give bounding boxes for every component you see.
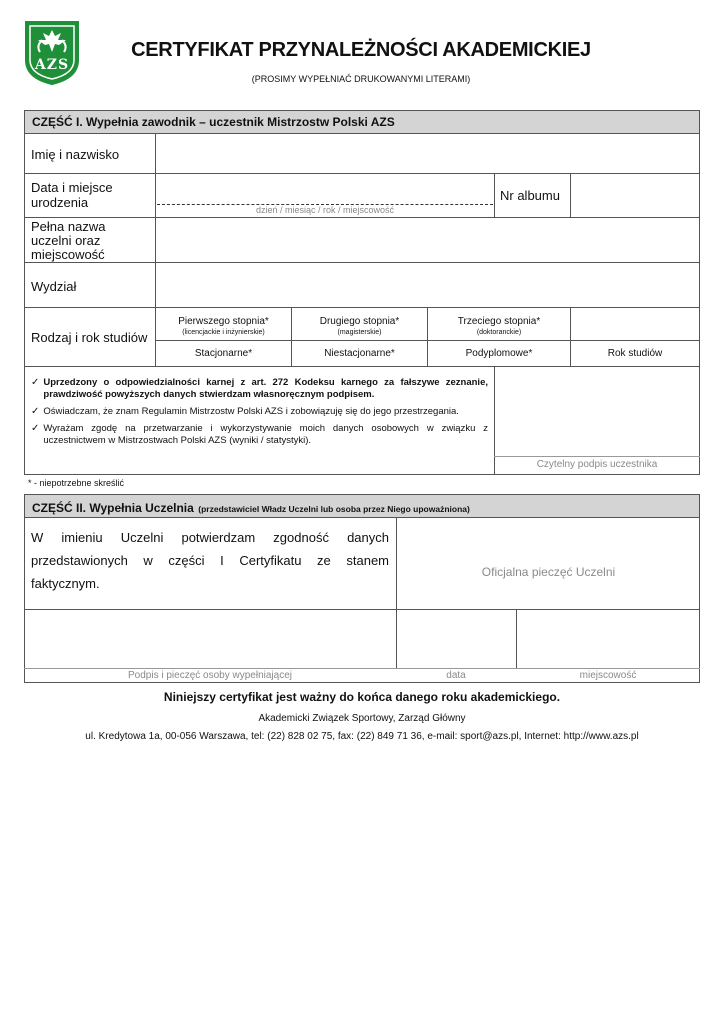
univ-label-line3: miejscowość xyxy=(31,247,105,262)
degree-second-note: (magisterskie) xyxy=(337,329,382,336)
eagle-shield-icon xyxy=(24,20,80,86)
validity-note: Niniejszy certyfikat jest ważny do końca danego roku akademickiego. xyxy=(163,690,561,704)
check-icon: ✓ xyxy=(31,423,40,434)
stamp-area-label: Oficjalna pieczęć Uczelni xyxy=(481,565,616,579)
album-field[interactable] xyxy=(571,174,699,216)
univ-label-line1: Pełna nazwa xyxy=(31,219,106,234)
azs-logo xyxy=(24,20,80,86)
place-label: miejscowość xyxy=(579,670,637,681)
mode-parttime-option[interactable]: Niestacjonarne* xyxy=(324,348,395,359)
official-signature-label: Podpis i pieczęć osoby wypełniającej xyxy=(128,670,292,681)
degree-first-name: Pierwszego stopnia* xyxy=(178,316,269,327)
logo-text: AZS xyxy=(34,57,70,73)
degree-first-option[interactable] xyxy=(156,308,291,340)
univ-label-line2: uczelni oraz xyxy=(31,233,101,248)
birth-field[interactable] xyxy=(156,174,494,203)
university-statement: W imieniu Uczelni potwierdzam zgodność danych przedstawionych w części I Certyfikatu ze stanem faktycznym. xyxy=(31,530,389,591)
study-label: Rodzaj i rok studiów xyxy=(31,330,148,345)
footnote: * - niepotrzebne skreślić xyxy=(28,478,125,488)
check-icon: ✓ xyxy=(31,406,40,417)
degree-third-option[interactable] xyxy=(428,308,570,340)
degree-first-note: (licencjackie i inżynierskie) xyxy=(182,329,265,336)
declaration-text: Oświadczam, że znam Regulamin Mistrzostw Polski AZS i zobowiązuję się do jego przestrzegania. xyxy=(43,406,459,417)
birth-label-line2: urodzenia xyxy=(31,195,89,210)
check-icon: ✓ xyxy=(31,377,40,388)
degree-second-option[interactable] xyxy=(292,308,427,340)
name-field[interactable] xyxy=(156,135,699,172)
declaration-text: Uprzedzony o odpowiedzialności karnej z art. 272 Kodeksu karnego za fałszywe zeznanie, prawdziwość powyższych danych stwierdzam własnoręcznym podpisem. xyxy=(43,377,488,400)
declaration-text: Wyrażam zgodę na przetwarzanie i wykorzystywanie moich danych osobowych w związku z uczestnictwem w Mistrzostwach Polski AZS (wyniki / statystyki). xyxy=(43,423,488,446)
name-label: Imię i nazwisko xyxy=(31,147,120,162)
part1-heading xyxy=(25,111,699,134)
part2-heading xyxy=(25,495,699,518)
album-label: Nr albumu xyxy=(500,188,560,203)
part1-heading-text: CZĘŚĆ I. Wypełnia zawodnik – uczestnik Mistrzostw Polski AZS xyxy=(32,115,395,129)
declaration-item xyxy=(31,406,488,418)
mode-postgrad-option[interactable]: Podyplomowe* xyxy=(465,348,533,359)
organization-name: Akademicki Związek Sportowy, Zarząd Główny xyxy=(258,713,466,724)
declarations-list xyxy=(31,377,488,447)
date-label: data xyxy=(446,670,466,681)
study-year-label: Rok studiów xyxy=(607,348,663,359)
university-field[interactable] xyxy=(156,218,699,261)
birth-hint: dzień / miesiąc / rok / miejscowość xyxy=(255,205,395,215)
degree-third-note: (doktoranckie) xyxy=(476,329,522,336)
organization-address: ul. Kredytowa 1a, 00-056 Warszawa, tel: (22) 828 02 75, fax: (22) 849 71 36, e-mail: sport@azs.pl, Internet: http://www.azs.pl xyxy=(85,731,639,742)
faculty-label: Wydział xyxy=(31,279,77,294)
official-signature-field[interactable] xyxy=(25,610,396,667)
participant-signature-field[interactable] xyxy=(495,367,699,455)
degree-third-name: Trzeciego stopnia* xyxy=(457,316,541,327)
part2-heading-text: CZĘŚĆ II. Wypełnia Uczelnia xyxy=(32,501,194,515)
declaration-item xyxy=(31,423,488,447)
birth-label-line1: Data i miejsce xyxy=(31,180,113,195)
page-subtitle: (PROSIMY WYPEŁNIAĆ DRUKOWANYMI LITERAMI) xyxy=(251,74,471,84)
page-title: CERTYFIKAT PRZYNALEŻNOŚCI AKADEMICKIEJ xyxy=(131,39,591,61)
part2-heading-note: (przedstawiciel Władz Uczelni lub osoba przez Niego upoważniona) xyxy=(198,504,470,514)
mode-fulltime-option[interactable]: Stacjonarne* xyxy=(194,348,253,359)
degree-extra-field[interactable] xyxy=(571,308,699,340)
degree-second-name: Drugiego stopnia* xyxy=(319,316,400,327)
participant-signature-label: Czytelny podpis uczestnika xyxy=(536,459,658,470)
faculty-field[interactable] xyxy=(156,263,699,306)
date-field[interactable] xyxy=(397,610,516,667)
declaration-item xyxy=(31,377,488,401)
place-field[interactable] xyxy=(517,610,699,667)
